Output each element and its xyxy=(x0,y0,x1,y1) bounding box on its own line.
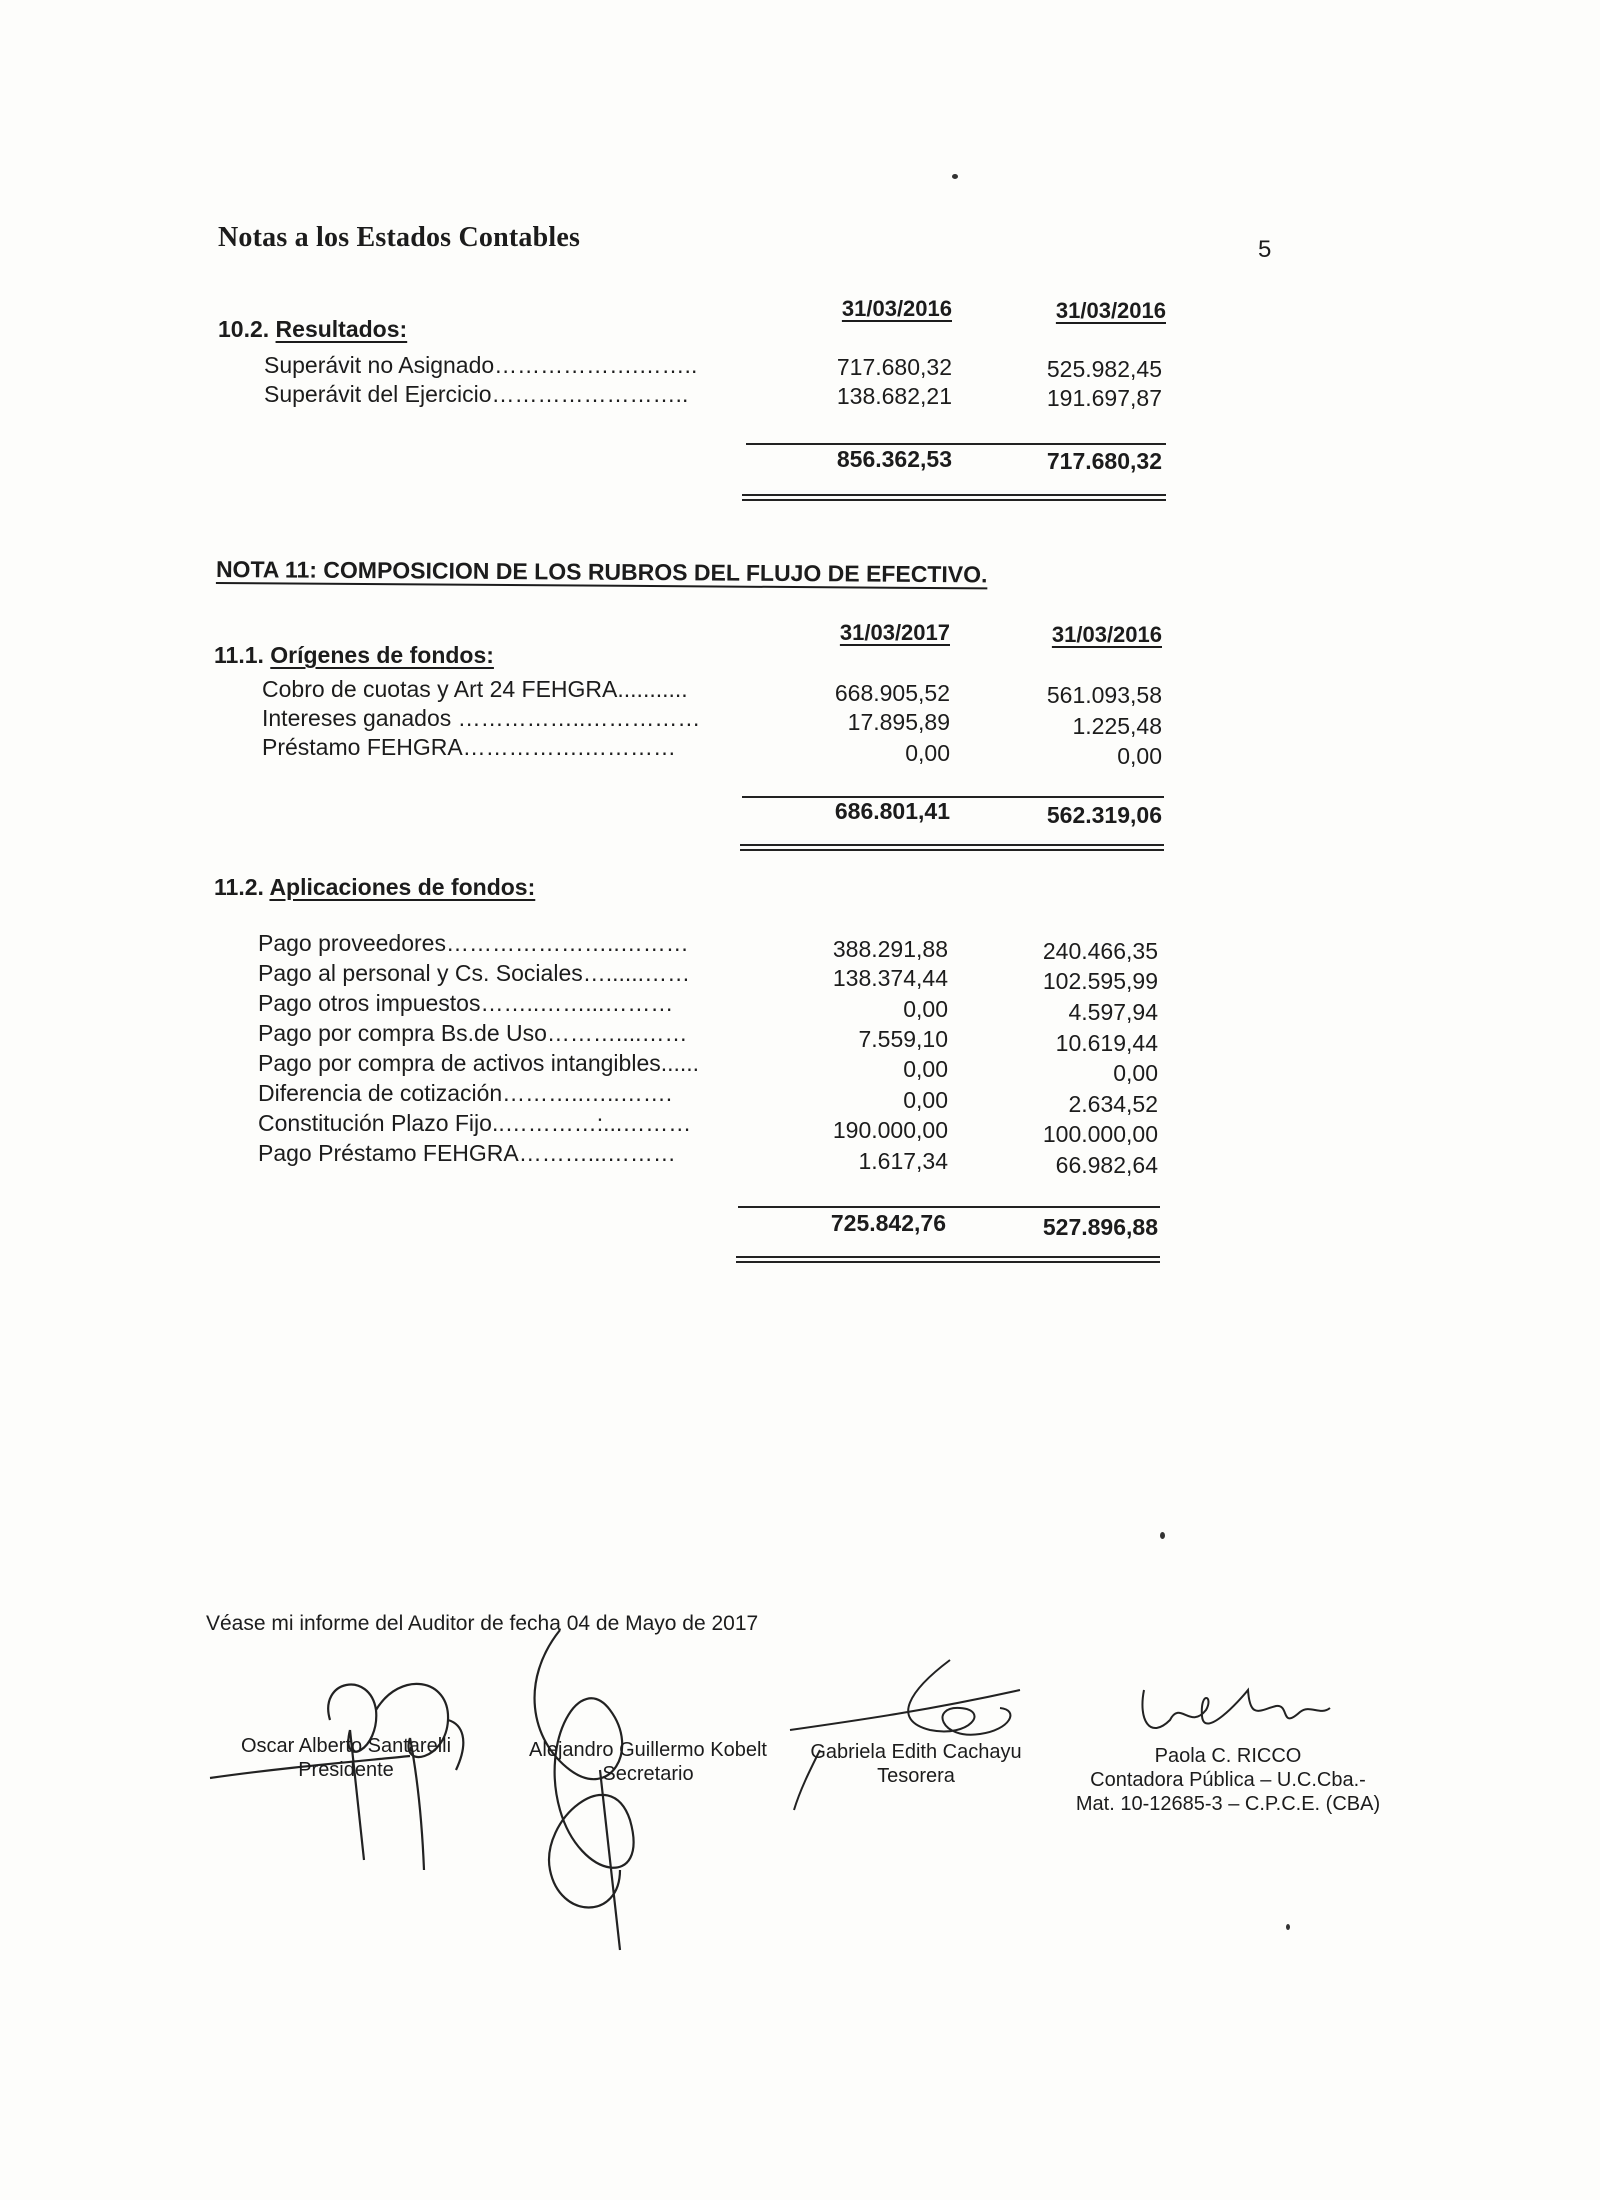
signatory-secretario xyxy=(498,1738,798,1786)
row-value-1: 1.617,34 xyxy=(858,1148,948,1174)
signatory-role: Secretario xyxy=(602,1763,694,1785)
section-number: 11.1. xyxy=(214,642,271,668)
signatory-name: Oscar Alberto Santarelli xyxy=(240,1735,452,1757)
row-value-1: 17.895,89 xyxy=(847,709,950,735)
row-value-1: 668.905,52 xyxy=(834,680,950,706)
total-double-rule xyxy=(740,844,1164,851)
total-value-1: 725.842,76 xyxy=(830,1210,946,1236)
row-label: Pago proveedores…………………..……… xyxy=(258,930,689,956)
row-value-2: 10.619,44 xyxy=(1055,1030,1158,1056)
row-value-1: 138.682,21 xyxy=(836,383,952,409)
section-title: Aplicaciones de fondos: xyxy=(269,874,536,900)
total-value-2: 562.319,06 xyxy=(1046,802,1162,828)
signatory-contadora xyxy=(1048,1744,1408,1816)
row-value-1: 0,00 xyxy=(903,1056,948,1082)
page-number: 5 xyxy=(1258,236,1272,263)
row-label: Constitución Plazo Fijo..…………:...……… xyxy=(258,1110,692,1136)
row-value-2: 0,00 xyxy=(1113,1060,1158,1086)
section-11-2-heading xyxy=(214,874,535,901)
total-double-rule xyxy=(742,494,1166,501)
row-label: Cobro de cuotas y Art 24 FEHGRA........... xyxy=(262,676,688,702)
row-label: Superávit del Ejercicio…………………….. xyxy=(264,381,689,407)
signatory-name: Gabriela Edith Cachayu xyxy=(810,1741,1022,1763)
signatory-registration: Mat. 10-12685-3 – C.P.C.E. (CBA) xyxy=(1075,1793,1381,1815)
row-value-1: 138.374,44 xyxy=(832,965,948,991)
row-value-2: 2.634,52 xyxy=(1068,1091,1158,1117)
column-header-2: 31/03/2016 xyxy=(1055,298,1166,323)
section-number: 10.2. xyxy=(218,316,276,342)
row-label: Pago por compra Bs.de Uso………....…… xyxy=(258,1020,688,1046)
section-10-2-heading xyxy=(218,316,407,343)
row-value-1: 0,00 xyxy=(903,1087,948,1113)
column-header-1: 31/03/2017 xyxy=(839,620,950,645)
row-value-2: 100.000,00 xyxy=(1042,1121,1158,1147)
subtotal-rule xyxy=(738,1206,1160,1208)
total-value-2: 527.896,88 xyxy=(1042,1214,1158,1240)
row-label: Diferencia de cotización………..…..……. xyxy=(258,1080,673,1106)
signatory-name: Paola C. RICCO xyxy=(1154,1745,1302,1767)
column-header-2: 31/03/2016 xyxy=(1051,622,1162,647)
section-title: Orígenes de fondos: xyxy=(270,642,494,668)
row-value-1: 7.559,10 xyxy=(858,1026,948,1052)
row-value-2: 1.225,48 xyxy=(1072,713,1162,739)
column-header-1: 31/03/2016 xyxy=(841,296,952,321)
total-value-1: 686.801,41 xyxy=(834,798,950,824)
row-label: Superávit no Asignado……………….…….. xyxy=(264,352,698,378)
row-value-2: 525.982,45 xyxy=(1046,356,1162,382)
subtotal-rule xyxy=(746,443,1166,445)
row-label: Pago otros impuestos……..……...……… xyxy=(258,990,674,1016)
row-value-1: 190.000,00 xyxy=(832,1117,948,1143)
total-double-rule xyxy=(736,1256,1160,1263)
signature-contadora xyxy=(1130,1660,1350,1750)
row-value-2: 0,00 xyxy=(1117,743,1162,769)
row-value-2: 66.982,64 xyxy=(1055,1152,1158,1178)
row-value-2: 191.697,87 xyxy=(1046,385,1162,411)
row-label: Intereses ganados ……………..…………… xyxy=(262,705,701,731)
scan-speck xyxy=(952,174,958,179)
signatory-role: Presidente xyxy=(298,1759,394,1781)
total-value-1: 856.362,53 xyxy=(836,446,952,472)
section-title: Resultados: xyxy=(275,316,408,342)
row-label: Pago Préstamo FEHGRA………...……… xyxy=(258,1140,676,1166)
section-number: 11.2. xyxy=(214,874,270,900)
row-value-1: 0,00 xyxy=(905,740,950,766)
signatory-name: Alejandro Guillermo Kobelt xyxy=(529,1739,767,1761)
nota-11-title: NOTA 11: COMPOSICION DE LOS RUBROS DEL FLUJO DE EFECTIVO. xyxy=(215,556,988,588)
signature-tesorera xyxy=(780,1650,1040,1820)
row-value-2: 240.466,35 xyxy=(1042,938,1158,964)
row-value-1: 388.291,88 xyxy=(832,936,948,962)
scan-speck xyxy=(1160,1532,1165,1539)
row-value-1: 0,00 xyxy=(903,996,948,1022)
signatory-presidente xyxy=(196,1734,496,1782)
row-value-2: 561.093,58 xyxy=(1046,682,1162,708)
signatory-role: Contadora Pública – U.C.Cba.- xyxy=(1090,1769,1366,1791)
signatory-tesorera xyxy=(786,1740,1046,1788)
auditor-note: Véase mi informe del Auditor de fecha 04 de Mayo de 2017 xyxy=(206,1612,759,1635)
row-label: Préstamo FEHGRA…………….………… xyxy=(262,734,677,760)
scan-speck xyxy=(1286,1924,1290,1930)
row-label: Pago al personal y Cs. Sociales…......…… xyxy=(258,960,691,986)
row-label: Pago por compra de activos intangibles...... xyxy=(258,1050,700,1076)
section-11-1-heading xyxy=(214,642,494,669)
signatory-role: Tesorera xyxy=(877,1765,955,1787)
row-value-2: 102.595,99 xyxy=(1042,968,1158,994)
page-title: Notas a los Estados Contables xyxy=(218,222,581,253)
row-value-2: 4.597,94 xyxy=(1068,999,1158,1025)
row-value-1: 717.680,32 xyxy=(836,354,952,380)
signature-secretario xyxy=(500,1620,700,1960)
total-value-2: 717.680,32 xyxy=(1046,448,1162,474)
